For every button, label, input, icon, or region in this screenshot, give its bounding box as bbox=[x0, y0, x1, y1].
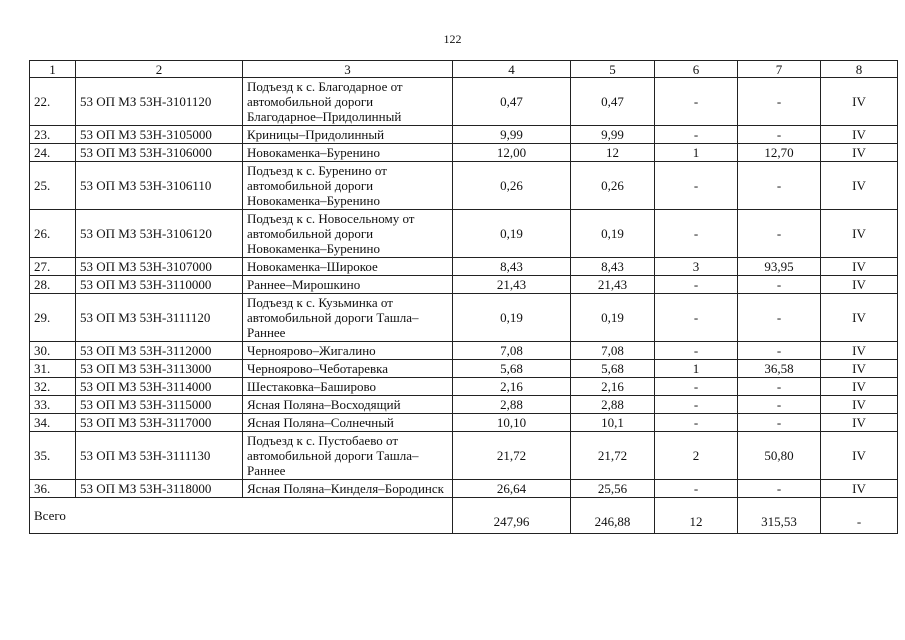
row-number: 34. bbox=[30, 414, 76, 432]
table-row bbox=[30, 414, 898, 432]
road-name: Ясная Поляна–Кинделя–Бородинск bbox=[243, 480, 453, 498]
road-name: Ясная Поляна–Восходящий bbox=[243, 396, 453, 414]
cell-col6: - bbox=[655, 378, 738, 396]
row-number: 31. bbox=[30, 360, 76, 378]
cell-col4: 2,88 bbox=[453, 396, 571, 414]
road-code: 53 ОП МЗ 53Н-3115000 bbox=[76, 396, 243, 414]
cell-col8: IV bbox=[821, 396, 898, 414]
road-code: 53 ОП МЗ 53Н-3105000 bbox=[76, 126, 243, 144]
row-number: 24. bbox=[30, 144, 76, 162]
road-name: Подъезд к с. Новосельному от автомобильной дороги Новокаменка–Буренино bbox=[243, 210, 453, 258]
cell-col4: 7,08 bbox=[453, 342, 571, 360]
table-row bbox=[30, 378, 898, 396]
cell-col7: - bbox=[738, 126, 821, 144]
cell-col5: 7,08 bbox=[571, 342, 655, 360]
road-name: Черноярово–Жигалино bbox=[243, 342, 453, 360]
total-row bbox=[30, 498, 898, 534]
cell-col7: 36,58 bbox=[738, 360, 821, 378]
cell-col6: - bbox=[655, 414, 738, 432]
road-code: 53 ОП МЗ 53Н-3106120 bbox=[76, 210, 243, 258]
road-code: 53 ОП МЗ 53Н-3111130 bbox=[76, 432, 243, 480]
cell-col8: IV bbox=[821, 342, 898, 360]
road-code: 53 ОП МЗ 53Н-3118000 bbox=[76, 480, 243, 498]
total-col5: 246,88 bbox=[571, 498, 655, 534]
cell-col5: 8,43 bbox=[571, 258, 655, 276]
cell-col4: 12,00 bbox=[453, 144, 571, 162]
cell-col8: IV bbox=[821, 432, 898, 480]
cell-col8: IV bbox=[821, 210, 898, 258]
road-name: Черноярово–Чеботаревка bbox=[243, 360, 453, 378]
road-code: 53 ОП МЗ 53Н-3101120 bbox=[76, 78, 243, 126]
total-col6: 12 bbox=[655, 498, 738, 534]
page-number: 122 bbox=[443, 32, 462, 46]
cell-col5: 2,16 bbox=[571, 378, 655, 396]
column-header: 6 bbox=[655, 61, 738, 78]
cell-col8: IV bbox=[821, 378, 898, 396]
table-row bbox=[30, 396, 898, 414]
cell-col4: 0,26 bbox=[453, 162, 571, 210]
table-row bbox=[30, 126, 898, 144]
cell-col7: - bbox=[738, 414, 821, 432]
row-number: 29. bbox=[30, 294, 76, 342]
cell-col4: 9,99 bbox=[453, 126, 571, 144]
road-code: 53 ОП МЗ 53Н-3112000 bbox=[76, 342, 243, 360]
cell-col4: 2,16 bbox=[453, 378, 571, 396]
cell-col6: - bbox=[655, 276, 738, 294]
road-name: Новокаменка–Широкое bbox=[243, 258, 453, 276]
total-col4: 247,96 bbox=[453, 498, 571, 534]
table-row bbox=[30, 276, 898, 294]
cell-col7: 93,95 bbox=[738, 258, 821, 276]
cell-col5: 0,19 bbox=[571, 294, 655, 342]
cell-col5: 2,88 bbox=[571, 396, 655, 414]
row-number: 36. bbox=[30, 480, 76, 498]
road-code: 53 ОП МЗ 53Н-3111120 bbox=[76, 294, 243, 342]
road-name: Подъезд к с. Кузьминка от автомобильной дороги Ташла–Раннее bbox=[243, 294, 453, 342]
cell-col4: 21,43 bbox=[453, 276, 571, 294]
cell-col5: 9,99 bbox=[571, 126, 655, 144]
table-row bbox=[30, 342, 898, 360]
cell-col6: - bbox=[655, 480, 738, 498]
row-number: 25. bbox=[30, 162, 76, 210]
cell-col6: - bbox=[655, 396, 738, 414]
row-number: 23. bbox=[30, 126, 76, 144]
cell-col6: - bbox=[655, 294, 738, 342]
road-name: Ясная Поляна–Солнечный bbox=[243, 414, 453, 432]
cell-col8: IV bbox=[821, 294, 898, 342]
total-col7: 315,53 bbox=[738, 498, 821, 534]
cell-col5: 10,1 bbox=[571, 414, 655, 432]
cell-col8: IV bbox=[821, 276, 898, 294]
cell-col5: 21,43 bbox=[571, 276, 655, 294]
cell-col7: - bbox=[738, 378, 821, 396]
cell-col7: - bbox=[738, 162, 821, 210]
cell-col4: 0,19 bbox=[453, 210, 571, 258]
cell-col8: IV bbox=[821, 162, 898, 210]
road-code: 53 ОП МЗ 53Н-3106110 bbox=[76, 162, 243, 210]
cell-col5: 21,72 bbox=[571, 432, 655, 480]
cell-col4: 21,72 bbox=[453, 432, 571, 480]
road-name: Подъезд к с. Пустобаево от автомобильной дороги Ташла–Раннее bbox=[243, 432, 453, 480]
cell-col6: 1 bbox=[655, 360, 738, 378]
row-number: 26. bbox=[30, 210, 76, 258]
cell-col7: - bbox=[738, 276, 821, 294]
roads-table bbox=[29, 60, 898, 534]
row-number: 27. bbox=[30, 258, 76, 276]
cell-col5: 0,19 bbox=[571, 210, 655, 258]
table-row bbox=[30, 78, 898, 126]
cell-col7: 12,70 bbox=[738, 144, 821, 162]
cell-col8: IV bbox=[821, 360, 898, 378]
cell-col5: 0,26 bbox=[571, 162, 655, 210]
road-code: 53 ОП МЗ 53Н-3110000 bbox=[76, 276, 243, 294]
table-row bbox=[30, 210, 898, 258]
table-row bbox=[30, 432, 898, 480]
cell-col6: - bbox=[655, 126, 738, 144]
total-col8: - bbox=[821, 498, 898, 534]
table-row bbox=[30, 294, 898, 342]
cell-col4: 0,19 bbox=[453, 294, 571, 342]
row-number: 33. bbox=[30, 396, 76, 414]
cell-col8: IV bbox=[821, 144, 898, 162]
road-name: Подъезд к с. Буренино от автомобильной дороги Новокаменка–Буренино bbox=[243, 162, 453, 210]
column-header: 3 bbox=[243, 61, 453, 78]
cell-col8: IV bbox=[821, 414, 898, 432]
header-row bbox=[30, 61, 898, 78]
road-name: Подъезд к с. Благодарное от автомобильной дороги Благодарное–Придолинный bbox=[243, 78, 453, 126]
table-row bbox=[30, 162, 898, 210]
road-name: Раннее–Мирошкино bbox=[243, 276, 453, 294]
column-header: 8 bbox=[821, 61, 898, 78]
road-code: 53 ОП МЗ 53Н-3114000 bbox=[76, 378, 243, 396]
cell-col4: 26,64 bbox=[453, 480, 571, 498]
road-name: Новокаменка–Буренино bbox=[243, 144, 453, 162]
cell-col7: - bbox=[738, 78, 821, 126]
cell-col8: IV bbox=[821, 258, 898, 276]
road-code: 53 ОП МЗ 53Н-3106000 bbox=[76, 144, 243, 162]
row-number: 22. bbox=[30, 78, 76, 126]
cell-col7: 50,80 bbox=[738, 432, 821, 480]
road-code: 53 ОП МЗ 53Н-3117000 bbox=[76, 414, 243, 432]
cell-col7: - bbox=[738, 294, 821, 342]
row-number: 30. bbox=[30, 342, 76, 360]
road-name: Шестаковка–Баширово bbox=[243, 378, 453, 396]
row-number: 32. bbox=[30, 378, 76, 396]
table-row bbox=[30, 480, 898, 498]
cell-col6: 1 bbox=[655, 144, 738, 162]
table-row bbox=[30, 144, 898, 162]
column-header: 4 bbox=[453, 61, 571, 78]
cell-col4: 5,68 bbox=[453, 360, 571, 378]
cell-col6: 2 bbox=[655, 432, 738, 480]
total-label: Всего bbox=[30, 498, 453, 534]
cell-col6: 3 bbox=[655, 258, 738, 276]
cell-col7: - bbox=[738, 342, 821, 360]
cell-col4: 0,47 bbox=[453, 78, 571, 126]
cell-col5: 5,68 bbox=[571, 360, 655, 378]
column-header: 5 bbox=[571, 61, 655, 78]
cell-col4: 10,10 bbox=[453, 414, 571, 432]
cell-col5: 0,47 bbox=[571, 78, 655, 126]
cell-col8: IV bbox=[821, 126, 898, 144]
column-header: 1 bbox=[30, 61, 76, 78]
cell-col5: 12 bbox=[571, 144, 655, 162]
row-number: 28. bbox=[30, 276, 76, 294]
cell-col7: - bbox=[738, 396, 821, 414]
cell-col6: - bbox=[655, 78, 738, 126]
cell-col7: - bbox=[738, 480, 821, 498]
cell-col6: - bbox=[655, 342, 738, 360]
cell-col8: IV bbox=[821, 480, 898, 498]
road-name: Криницы–Придолинный bbox=[243, 126, 453, 144]
row-number: 35. bbox=[30, 432, 76, 480]
cell-col5: 25,56 bbox=[571, 480, 655, 498]
road-code: 53 ОП МЗ 53Н-3113000 bbox=[76, 360, 243, 378]
cell-col6: - bbox=[655, 162, 738, 210]
table-row bbox=[30, 258, 898, 276]
cell-col8: IV bbox=[821, 78, 898, 126]
cell-col7: - bbox=[738, 210, 821, 258]
road-code: 53 ОП МЗ 53Н-3107000 bbox=[76, 258, 243, 276]
cell-col6: - bbox=[655, 210, 738, 258]
column-header: 2 bbox=[76, 61, 243, 78]
table-row bbox=[30, 360, 898, 378]
cell-col4: 8,43 bbox=[453, 258, 571, 276]
column-header: 7 bbox=[738, 61, 821, 78]
